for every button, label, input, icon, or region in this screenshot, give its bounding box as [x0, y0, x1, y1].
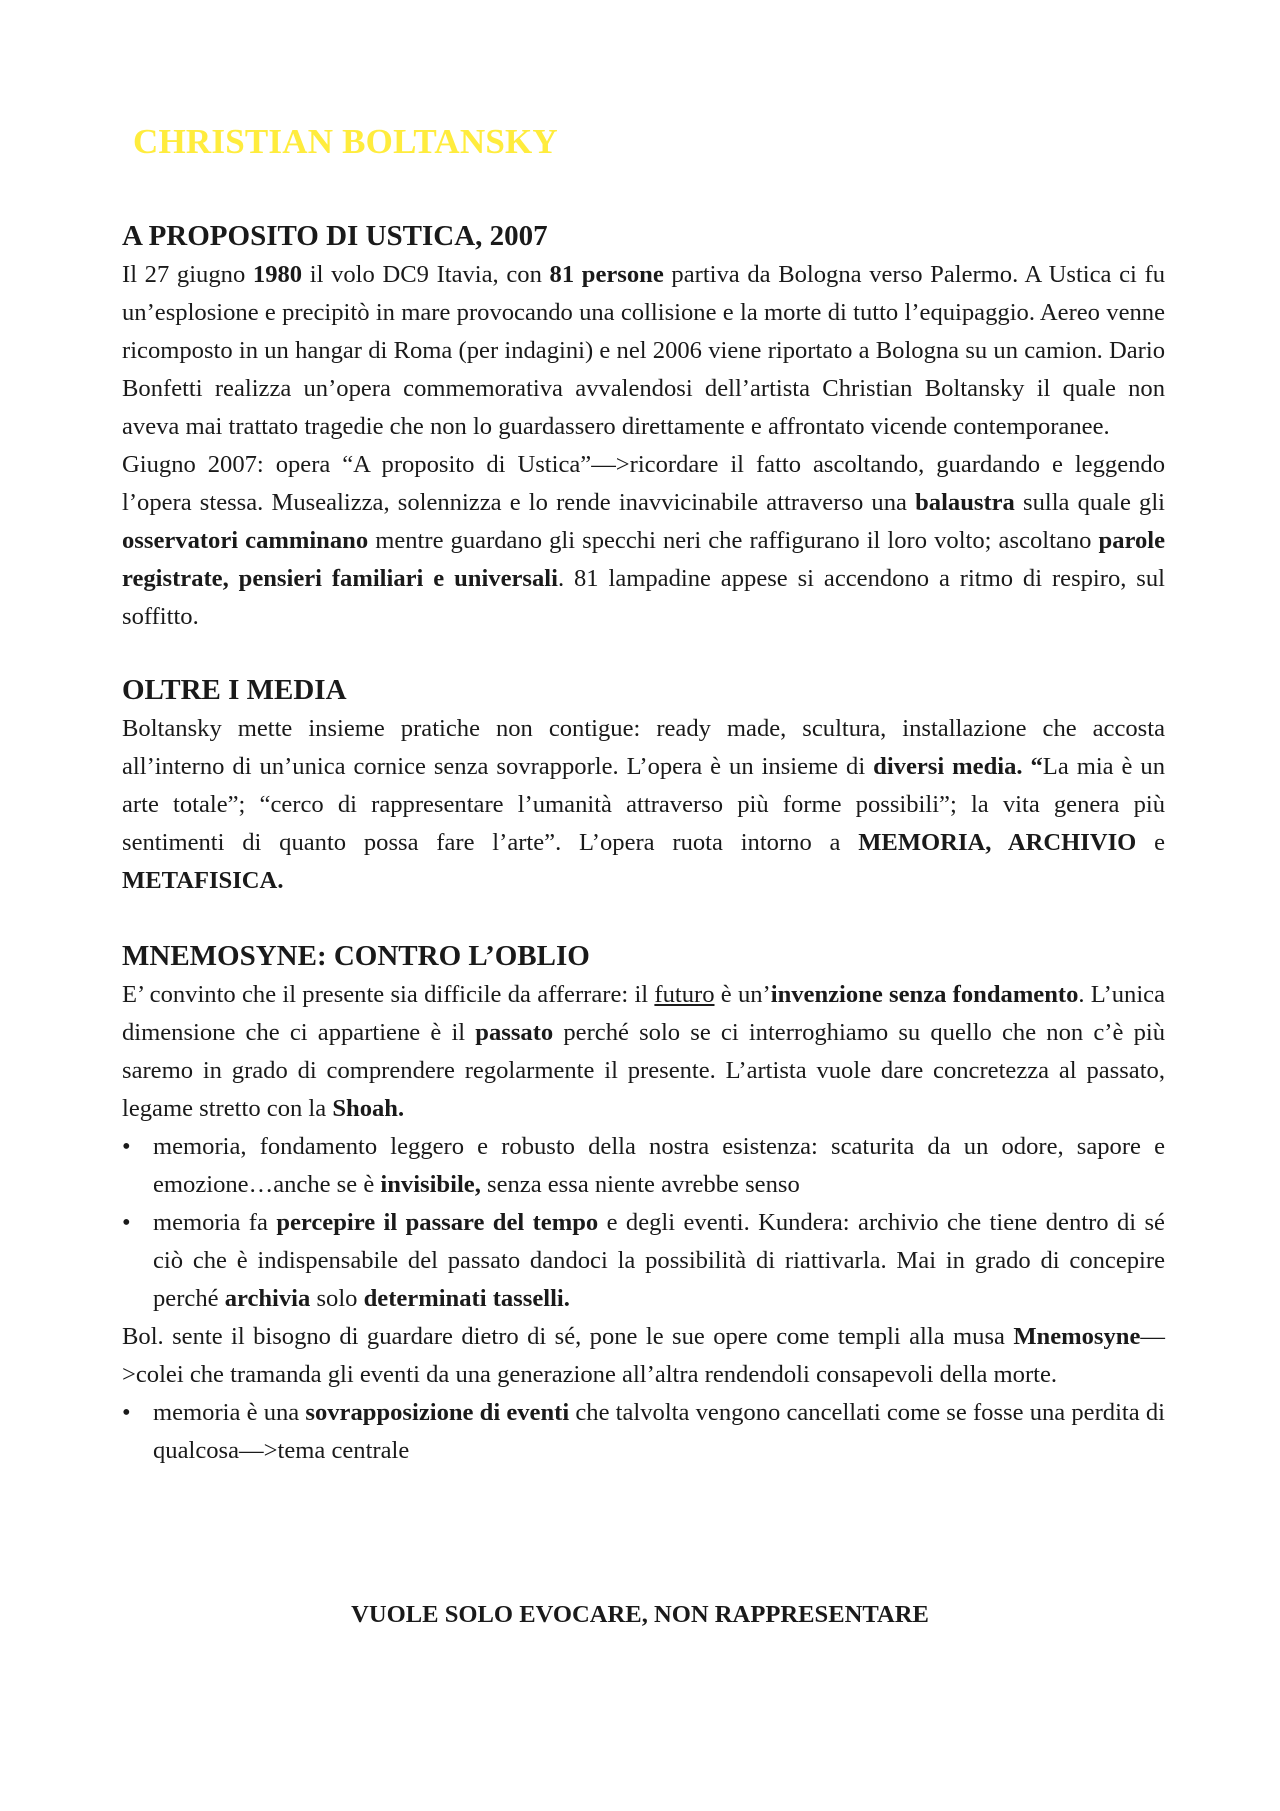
bullet-list-memoria — [122, 1128, 1165, 1318]
bold-run: sovrapposizione di eventi — [305, 1399, 570, 1426]
section-heading-media: OLTRE I MEDIA — [122, 674, 347, 706]
bold-run: MEMORIA, ARCHIVIO — [858, 829, 1137, 856]
text-run: La mia è un arte totale”; “cerco di rappresentare l’umanità attraverso più forme possibili”; la vita genera più sentimenti di quanto possa fare l’arte”. L’opera ruota intorno a — [122, 753, 1166, 856]
section-spacer — [122, 636, 1165, 670]
text-run: memoria, fondamento leggero e robusto della nostra esistenza: scaturita da un odore, sapore e emozione…anche se è — [153, 1133, 1165, 1198]
text-run: Bol. sente il bisogno di guardare dietro di sé, pone le sue opere come templi alla musa — [122, 1323, 1014, 1350]
list-item — [122, 1204, 1165, 1318]
bold-run: Mnemosyne — [1013, 1323, 1141, 1350]
section-heading-mnemosyne: MNEMOSYNE: CONTRO L’OBLIO — [122, 940, 590, 972]
bold-run: invisibile, — [380, 1171, 481, 1198]
section-heading-ustica: A PROPOSITO DI USTICA, 2007 — [122, 220, 548, 252]
bullet-icon: • — [122, 1209, 131, 1236]
text-run: sulla quale gli — [1014, 489, 1165, 516]
bold-run-year: 1980 — [252, 261, 303, 288]
bold-run: passato — [475, 1019, 554, 1046]
text-run: e — [1136, 829, 1165, 856]
section-mnemosyne — [122, 936, 1165, 1470]
underlined-run-futuro: futuro — [654, 981, 715, 1008]
text-run: il volo DC9 Itavia, con — [302, 261, 550, 288]
text-run: memoria è una — [153, 1399, 306, 1426]
section-spacer — [122, 900, 1165, 936]
bold-run: METAFISICA. — [122, 867, 284, 894]
list-item — [122, 1394, 1165, 1470]
text-run: Boltansky mette insieme pratiche non contigue: ready made, scultura, installazione che accosta all’interno di un’unica cornice senza sovrapporle. L’opera è un insieme di — [122, 715, 1165, 780]
text-run: perché solo se ci interroghiamo su quello che non c’è più saremo in grado di comprendere regolarmente il presente. L’artista vuole dare concretezza al passato, legame stretto con la — [122, 1019, 1165, 1122]
document-body — [122, 216, 1165, 1470]
document-title: CHRISTIAN BOLTANSKY — [133, 122, 558, 161]
text-run: Il 27 giugno — [122, 261, 253, 288]
text-run: mentre guardano gli specchi neri che raffigurano il loro volto; ascoltano — [368, 527, 1099, 554]
bold-run: diversi media. “ — [873, 753, 1043, 780]
text-run: memoria fa — [153, 1209, 277, 1236]
text-run: che talvolta vengono cancellati come se fosse una perdita di qualcosa—>tema centrale — [153, 1399, 1165, 1464]
paragraph-mnemosyne-musa — [122, 1318, 1165, 1394]
bold-run: percepire il passare del tempo — [276, 1209, 599, 1236]
text-run: E’ convinto che il presente sia difficile da afferrare: il — [122, 981, 655, 1008]
bullet-list-sovrapposizione — [122, 1394, 1165, 1470]
text-run: è un’ — [714, 981, 771, 1008]
closing-statement: VUOLE SOLO EVOCARE, NON RAPPRESENTARE — [351, 1601, 929, 1628]
bold-run: determinati tasselli. — [363, 1285, 570, 1312]
bold-run: balaustra — [915, 489, 1015, 516]
text-run: . 81 lampadine appese si accendono a ritmo di respiro, sul soffitto. — [122, 565, 1165, 630]
section-oltre-i-media — [122, 670, 1165, 900]
text-run: . L’unica dimensione che ci appartiene è il — [122, 981, 1166, 1046]
paragraph-ustica-artwork — [122, 446, 1165, 636]
text-run: Giugno 2007: opera “A proposito di Ustica”—>ricordare il fatto ascoltando, guardando e leggendo l’opera stessa. Musealizza, solennizza e lo rende inavvicinabile attraverso una — [122, 451, 1165, 516]
text-run: —>colei che tramanda gli eventi da una generazione all’altra rendendoli consapevoli della morte. — [122, 1323, 1165, 1388]
bold-run: Shoah. — [332, 1095, 405, 1122]
text-run: e degli eventi. Kundera: archivio che tiene dentro di sé ciò che è indispensabile del passato dandoci la possibilità di riattivarla. Mai in grado di concepire perché — [153, 1209, 1165, 1312]
text-run: solo — [310, 1285, 364, 1312]
paragraph-media — [122, 710, 1165, 900]
text-run: senza essa niente avrebbe senso — [480, 1171, 800, 1198]
list-item — [122, 1128, 1165, 1204]
text-run: partiva da Bologna verso Palermo. A Ustica ci fu un’esplosione e precipitò in mare provocando una collisione e la morte di tutto l’equipaggio. Aereo venne ricomposto in un hangar di Roma (per indagini) e nel 2006 viene riportato a Bologna su un camion. Dario Bonfetti realizza un’opera commemorativa avvalendosi dell’artista Christian Boltansky il quale non aveva mai trattato tragedie che non lo guardassero direttamente e affrontato vicende contemporanee. — [122, 261, 1165, 440]
bullet-icon: • — [122, 1133, 131, 1160]
bullet-icon: • — [122, 1399, 131, 1426]
bold-run: osservatori camminano — [122, 527, 369, 554]
bold-run: parole registrate, pensieri familiari e universali — [122, 527, 1166, 592]
bold-run: invenzione senza fondamento — [770, 981, 1079, 1008]
section-ustica — [122, 216, 1165, 636]
paragraph-ustica-history — [122, 256, 1165, 446]
bold-run-people: 81 persone — [549, 261, 664, 288]
bold-run: archivia — [224, 1285, 311, 1312]
paragraph-mnemosyne-intro — [122, 976, 1165, 1128]
